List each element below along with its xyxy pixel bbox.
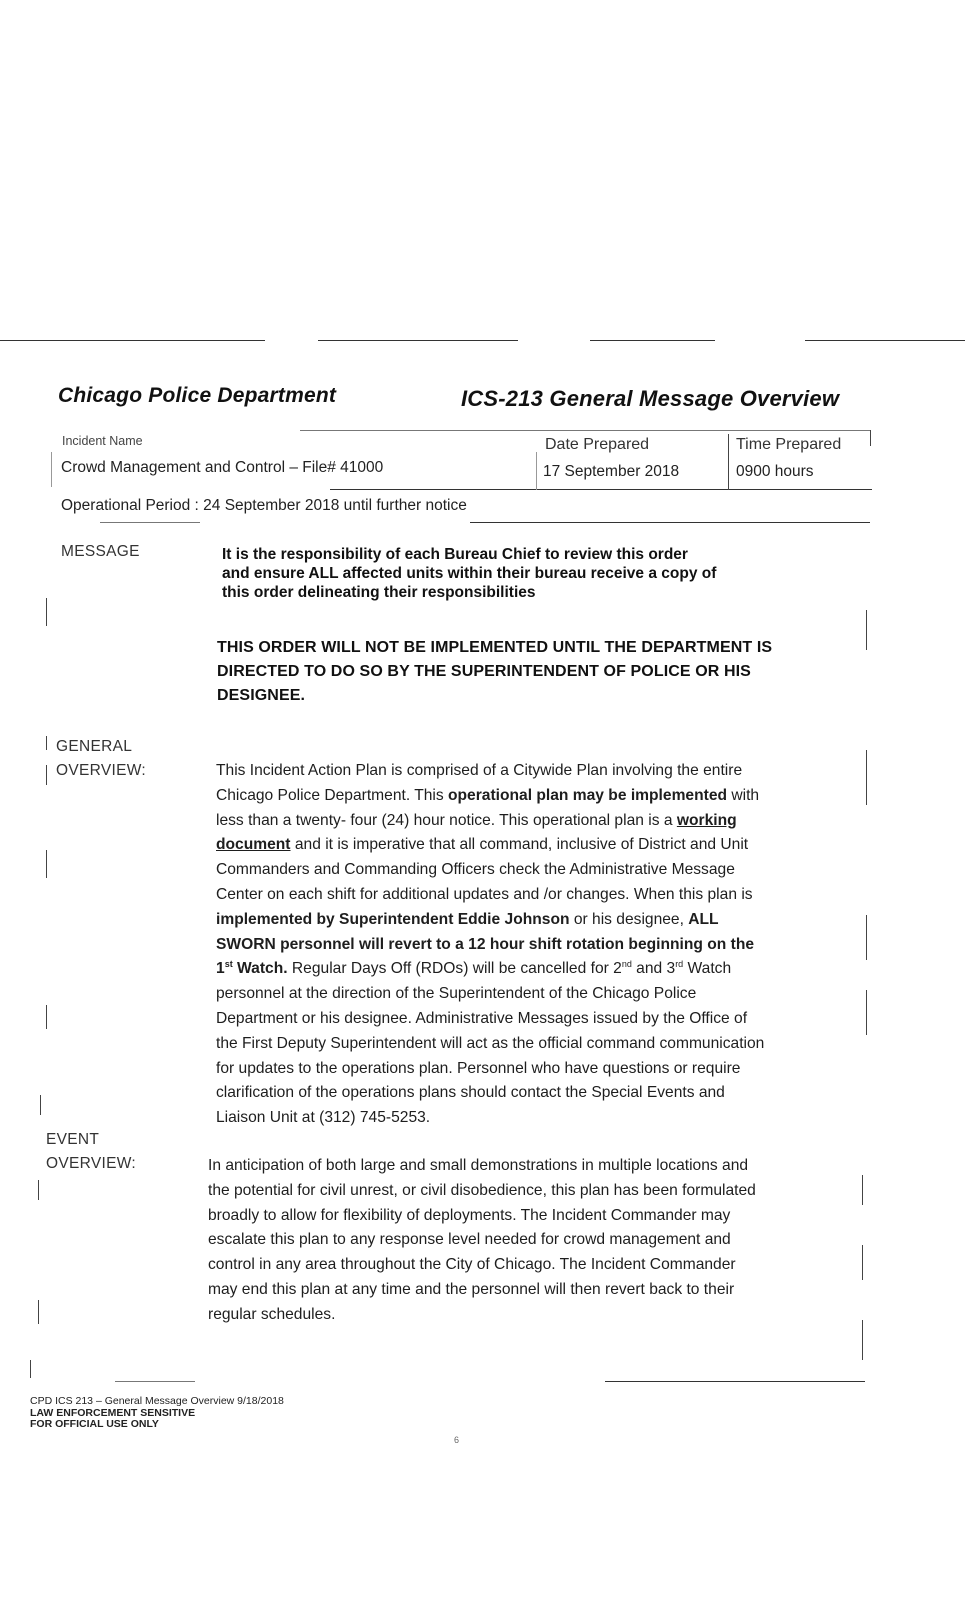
superscript: rd — [675, 959, 684, 970]
notice-line: THIS ORDER WILL NOT BE IMPLEMENTED UNTIL THE DEPARTMENT IS — [217, 639, 773, 656]
text-line: the potential for civil unrest, or civil disobedience, this plan has been formulated — [208, 1181, 756, 1199]
text-line — [216, 784, 876, 809]
organization-title: Chicago Police Department — [58, 384, 337, 407]
operational-period-value: 24 September 2018 until further notice — [203, 497, 467, 514]
date-prepared-value: 17 September 2018 — [543, 463, 680, 480]
text-run: Watch — [683, 960, 732, 978]
text-line: SWORN personnel will revert to a 12 hour shift rotation beginning on the — [216, 935, 755, 953]
field-left-tick — [51, 452, 52, 487]
form-title: ICS-213 General Message Overview — [461, 386, 840, 411]
left-border-fragment — [46, 765, 47, 785]
text-line: control in any area throughout the City of Chicago. The Incident Commander — [208, 1256, 736, 1274]
implementation-notice — [217, 636, 772, 708]
text-line: personnel at the direction of the Superintendent of the Chicago Police — [216, 985, 697, 1003]
text-run: and it is imperative that all command, inclusive of District and Unit — [290, 836, 749, 854]
incident-name-value: Crowd Management and Control – File# 41000 — [61, 459, 384, 476]
general-overview-label — [56, 735, 146, 783]
text-line: the First Deputy Superintendent will act as the official command communication — [216, 1034, 765, 1052]
text-line: clarification of the operations plans should contact the Special Events and — [216, 1084, 725, 1102]
top-rule-3 — [590, 340, 715, 341]
label-line: OVERVIEW: — [46, 1155, 136, 1172]
field-bottom-rule — [330, 489, 872, 490]
time-prepared-value: 0900 hours — [736, 463, 814, 480]
notice-line: DESIGNEE. — [217, 687, 306, 704]
text-line: regular schedules. — [208, 1305, 336, 1323]
footer-usage: FOR OFFICIAL USE ONLY — [30, 1418, 159, 1430]
text-line: Commanders and Commanding Officers check the Administrative Message — [216, 861, 735, 879]
event-overview-label — [46, 1128, 136, 1176]
superscript: nd — [621, 959, 632, 970]
notice-line: DIRECTED TO DO SO BY THE SUPERINTENDENT OF POLICE OR HIS — [217, 663, 751, 680]
field-divider-date — [536, 452, 537, 490]
top-rule-1 — [0, 340, 265, 341]
event-overview-text — [208, 1154, 878, 1328]
text-run-bold: implemented by Superintendent Eddie Johnson — [216, 910, 570, 928]
text-run: Chicago Police Department. This — [216, 786, 448, 804]
text-line: escalate this plan to any response level needed for crowd management and — [208, 1231, 731, 1249]
field-top-rule — [300, 430, 870, 431]
bottom-rule-right — [605, 1381, 865, 1382]
left-border-fragment — [46, 598, 47, 626]
footer-form-id: CPD ICS 213 – General Message Overview 9/18/2018 — [30, 1395, 284, 1407]
text-line: Department or his designee. Administrative Messages issued by the Office of — [216, 1009, 748, 1027]
right-border-fragment — [862, 1245, 863, 1280]
right-border-fragment — [862, 1175, 863, 1205]
message-text — [222, 545, 716, 602]
left-border-fragment — [38, 1300, 39, 1324]
message-label: MESSAGE — [61, 543, 140, 560]
superscript: st — [224, 959, 233, 970]
text-run: with — [727, 786, 760, 804]
text-line — [216, 809, 876, 834]
footer-sensitivity: LAW ENFORCEMENT SENSITIVE — [30, 1406, 196, 1419]
text-run: Regular Days Off (RDOs) will be cancelled for 2 — [287, 960, 622, 978]
left-border-fragment — [46, 736, 47, 750]
text-run-bold: 1 — [216, 960, 225, 978]
text-run-bold: operational plan may be implemented — [448, 786, 728, 804]
field-divider-time — [728, 434, 729, 490]
text-line: In anticipation of both large and small demonstrations in multiple locations and — [208, 1157, 749, 1174]
date-prepared-label: Date Prepared — [545, 436, 650, 453]
text-line: may end this plan at any time and the personnel will then revert back to their — [208, 1280, 735, 1298]
top-rule-4 — [805, 340, 965, 341]
left-border-fragment — [40, 1095, 41, 1115]
text-run: less than a twenty- four (24) hour notice. This operational plan is a — [216, 811, 677, 829]
right-border-fragment — [862, 1320, 863, 1360]
field-right-tick — [870, 430, 871, 446]
operational-period-label: Operational Period : — [61, 497, 199, 514]
left-border-fragment — [46, 850, 47, 878]
text-run: and 3 — [631, 960, 676, 978]
right-border-fragment — [866, 915, 867, 960]
text-line: This Incident Action Plan is comprised of a Citywide Plan involving the entire — [216, 762, 743, 779]
page-number: 6 — [454, 1435, 460, 1445]
message-line: and ensure ALL affected units within their bureau receive a copy of — [222, 565, 717, 582]
incident-name-label: Incident Name — [62, 434, 143, 448]
operational-period — [61, 497, 467, 515]
op-period-rule-left — [100, 522, 200, 523]
left-border-fragment — [46, 1005, 47, 1029]
general-overview-text — [216, 759, 876, 1131]
label-line: OVERVIEW: — [56, 762, 146, 779]
op-period-rule-right — [470, 522, 870, 523]
text-line: for updates to the operations plan. Personnel who have questions or require — [216, 1059, 741, 1077]
text-line: Center on each shift for additional updates and /or changes. When this plan is — [216, 885, 753, 903]
page-footer — [30, 1396, 284, 1431]
top-rule-2 — [318, 340, 518, 341]
right-border-fragment — [866, 750, 867, 805]
text-line: broadly to allow for flexibility of deployments. The Incident Commander may — [208, 1206, 731, 1224]
text-run-bold: ALL — [688, 910, 719, 928]
text-run-underline: working — [676, 811, 737, 829]
label-line: GENERAL — [56, 738, 133, 755]
right-border-fragment — [866, 990, 867, 1035]
message-line: this order delineating their responsibilities — [222, 584, 536, 601]
text-line: Liaison Unit at (312) 745-5253. — [216, 1109, 431, 1127]
text-run: or his designee, — [569, 910, 689, 928]
message-line: It is the responsibility of each Bureau Chief to review this order — [222, 546, 688, 563]
right-border-fragment — [866, 610, 867, 650]
time-prepared-label: Time Prepared — [736, 436, 842, 453]
text-line — [216, 908, 876, 933]
text-line — [216, 833, 876, 858]
left-border-fragment — [38, 1180, 39, 1200]
bottom-rule-left — [115, 1381, 195, 1382]
label-line: EVENT — [46, 1131, 100, 1148]
text-line — [216, 957, 876, 982]
text-run-underline: document — [216, 836, 291, 854]
text-run-bold: Watch. — [232, 960, 288, 978]
left-border-fragment — [30, 1360, 31, 1378]
